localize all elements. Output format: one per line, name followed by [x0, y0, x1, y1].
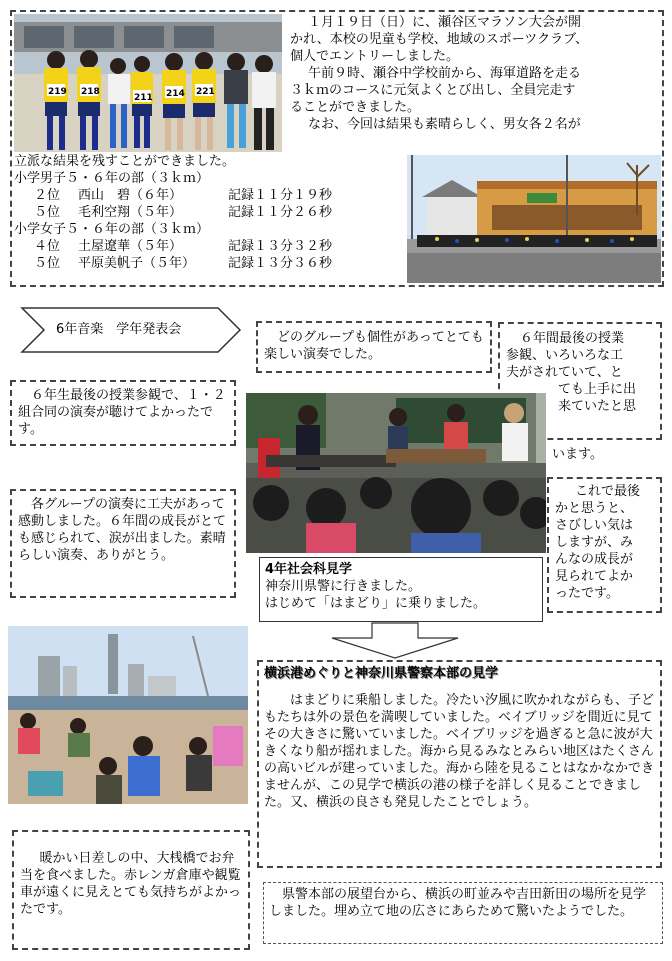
result-row: [14, 255, 404, 272]
result-name: 土屋遼華（５年）: [78, 239, 183, 254]
lunch-comment: [12, 830, 250, 950]
comment-right2-line: 見られてよか: [555, 569, 634, 584]
yokohama-body: はまどりに乗船しました。冷たい汐風に吹かれながらも、子どもたちは外の景色を満喫していました。ベイブリッジを間近に見てその大きさに驚いていました。ベイブリッジを過ぎると急に波が大きくなり船が揺れました。海から見るみなとみらい地区はたくさんの高いビルが建っていました。海から陸を見ることはなかなかできませんが、この見学で横浜の港の様子を詳しく見ることできました。又、横浜の良さも発見したことでしょう。: [264, 693, 655, 810]
girls-heading: 小学女子５・６年の部（３ｋｍ）: [14, 222, 210, 237]
result-row: [14, 204, 404, 221]
comment-right1-line: ６年間最後の授業: [520, 331, 625, 346]
lunch-comment-text: 暖かい日差しの中、大桟橋でお弁当を食べました。赤レンガ倉庫や観覧車が遠くに見えとても気持ちがよかったです。: [20, 851, 242, 917]
result-record: 記録１１分２６秒: [228, 205, 333, 220]
yokohama-heading: 横浜港めぐりと神奈川県警察本部の見学: [264, 666, 499, 681]
bib-number: 218: [81, 87, 100, 97]
social-trip-line2: はじめて「はまどり」に乗りました。: [265, 596, 487, 611]
result-place: ４位: [34, 239, 61, 254]
result-record: 記録１３分３６秒: [228, 256, 333, 271]
yokohama-box: [257, 660, 662, 868]
music-performance-photo: [246, 393, 546, 553]
social-trip-line1: 神奈川県警に行きました。: [265, 579, 422, 594]
intro-line: 午前９時、瀬谷中学校前から、海軍道路を走る: [308, 66, 582, 81]
comment-right1-line: 参観、いろいろな工: [506, 348, 624, 363]
result-name: 毛利空翔（５年）: [78, 205, 183, 220]
social-trip-title: 4年社会科見学: [265, 562, 353, 577]
comment-left1: [10, 380, 236, 446]
result-place: ５位: [34, 256, 61, 271]
result-record: 記録１３分３２秒: [228, 239, 333, 254]
bib-number: 214: [166, 89, 185, 99]
result-place: ５位: [34, 205, 61, 220]
comment-right1-line: 来ていたと思: [558, 399, 637, 414]
down-arrow-shape: [330, 622, 460, 660]
result-place: ２位: [34, 188, 61, 203]
comment-right2-line: これで最後: [575, 484, 641, 499]
comment-center: [256, 321, 492, 373]
police-comment: [263, 882, 663, 944]
intro-line: １月１９日（日）に、瀬谷区マラソン大会が開: [308, 15, 582, 30]
intro-line: 個人でエントリーしました。: [290, 49, 460, 64]
comment-right2-line: かと思うと、: [555, 501, 634, 516]
intro-line: ３ｋｍのコースに元気よくとび出し、全員完走す: [290, 83, 576, 98]
bib-number: 221: [196, 87, 215, 97]
result-intro: 立派な結果を残すことができました。: [14, 154, 236, 169]
marathon-intro: [290, 14, 662, 133]
comment-right2-line: んなの成長が: [555, 552, 634, 567]
intro-line: なお、今回は結果も素晴らしく、男女各２名が: [308, 117, 581, 132]
comment-left1-text: ６年生最後の授業参観で、１・２組合同の演奏が聴けてよかったです。: [18, 388, 226, 437]
boys-heading: 小学男子５・６年の部（３ｋｍ）: [14, 171, 210, 186]
comment-right1-line: ても上手に出: [558, 382, 637, 397]
runners-photo: [14, 14, 282, 152]
comment-right2-line: さびしい気は: [555, 518, 634, 533]
comment-right1-line: 夫がされていて、と: [506, 365, 623, 380]
result-row: [14, 238, 404, 255]
police-comment-text: 県警本部の展望台から、横浜の町並みや吉田新田の場所を見学しました。埋め立て地の広さにあらためて驚いたようでした。: [269, 887, 647, 919]
music-banner-label: 6年音楽 学年発表会: [56, 322, 182, 337]
marathon-results: [14, 153, 404, 272]
result-name: 西山 碧（６年）: [78, 188, 183, 203]
intro-line: ることができました。: [290, 100, 421, 115]
comment-right2: [547, 477, 662, 613]
bib-number: 219: [48, 87, 67, 97]
result-row: [14, 187, 404, 204]
result-record: 記録１１分１９秒: [228, 188, 333, 203]
race-street-photo: [407, 155, 661, 283]
comment-right1-tail: います。: [552, 447, 603, 462]
harbor-lunch-photo: [8, 626, 248, 804]
comment-left2-text: 各グループの演奏に工夫があって感動しました。６年間の成長がとても感じられて、涙が出ました。素晴らしい演奏、ありがとう。: [18, 497, 227, 563]
music-banner: [20, 306, 242, 354]
result-name: 平原美帆子（５年）: [78, 256, 196, 271]
comment-right2-line: ったです。: [555, 586, 619, 601]
social-trip-box: [259, 557, 543, 622]
comment-center-text: どのグループも個性があってとても楽しい演奏でした。: [264, 330, 484, 362]
comment-right2-line: しますが、み: [555, 535, 634, 550]
intro-line: かれ、本校の児童も学校、地域のスポーツクラブ、: [290, 32, 589, 47]
comment-left2: [10, 489, 236, 598]
bib-number: 211: [134, 93, 153, 103]
